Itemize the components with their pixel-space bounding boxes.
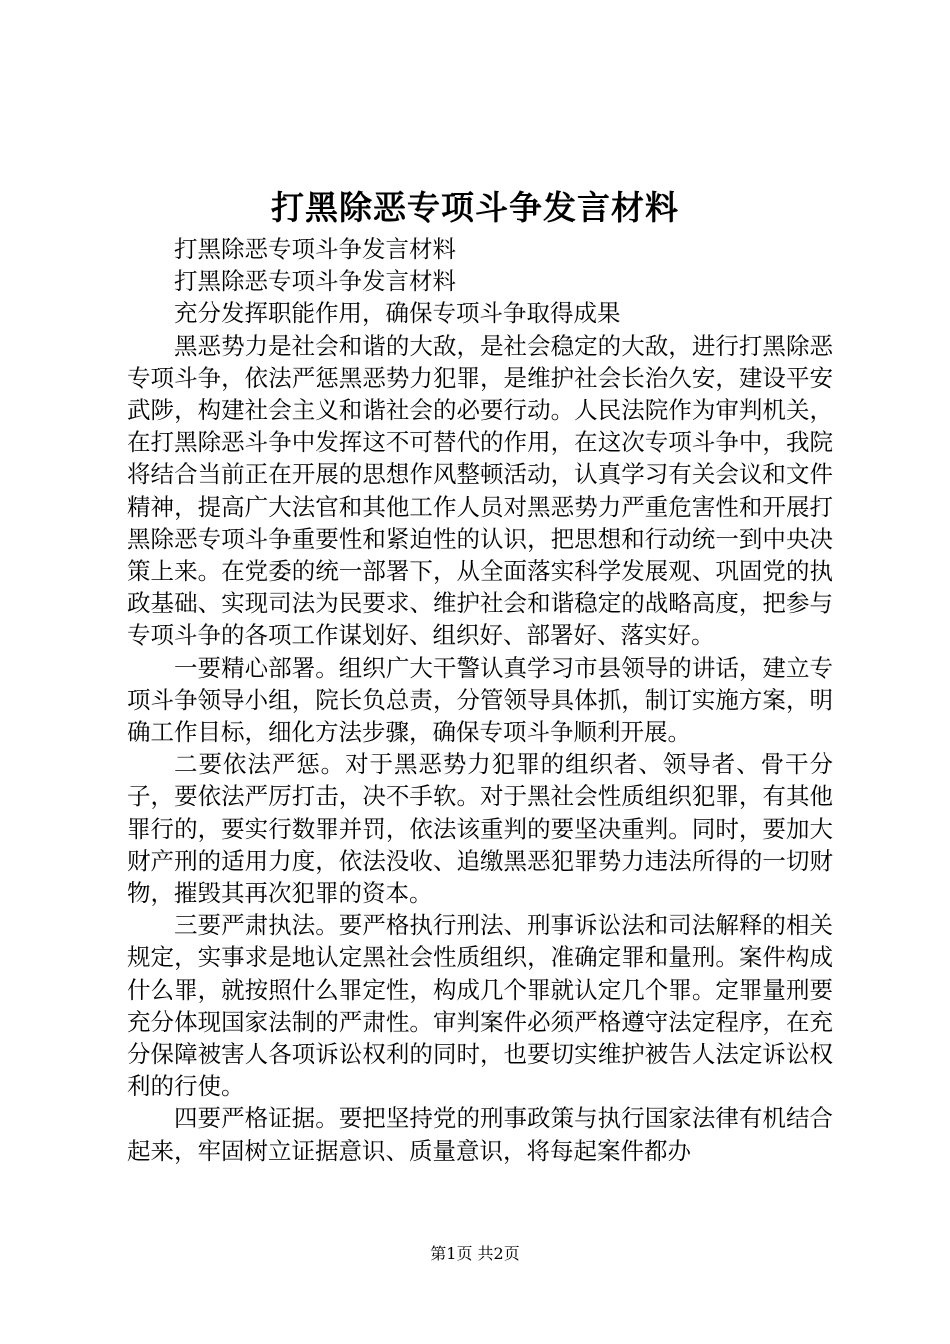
page-number: 第1页	[430, 1244, 473, 1263]
paragraph: 四要严格证据。要把坚持党的刑事政策与执行国家法律有机结合起来，牢固树立证据意识、质量意识，将每起案件都办	[127, 1104, 833, 1165]
document-body	[127, 233, 833, 1167]
paragraph: 充分发挥职能作用，确保专项斗争取得成果	[174, 299, 621, 328]
document-title: 打黑除恶专项斗争发言材料	[271, 188, 679, 227]
paragraph: 二要依法严惩。对于黑恶势力犯罪的组织者、领导者、骨干分子，要依法严厉打击，决不手软。对于黑社会性质组织犯罪，有其他罪行的，要实行数罪并罚，依法该重判的要坚决重判。同时，要加大财产刑的适用力度，依法没收、追缴黑恶犯罪势力违法所得的一切财物，摧毁其再次犯罪的资本。	[127, 750, 833, 908]
paragraph: 打黑除恶专项斗争发言材料	[174, 235, 456, 263]
paragraph: 打黑除恶专项斗争发言材料	[174, 267, 456, 296]
page-total: 共2页	[477, 1244, 520, 1263]
page-footer	[0, 1243, 950, 1265]
paragraph: 三要严肃执法。要严格执行刑法、刑事诉讼法和司法解释的相关规定，实事求是地认定黑社会性质组织，准确定罪和量刑。案件构成什么罪，就按照什么罪定性，构成几个罪就认定几个罪。定罪量刑要充分体现国家法制的严肃性。审判案件必须严格遵守法定程序，在充分保障被害人各项诉讼权利的同时，也要切实维护被告人法定诉讼权利的行使。	[127, 911, 833, 1101]
paragraph: 黑恶势力是社会和谐的大敌，是社会稳定的大敌，进行打黑除恶专项斗争，依法严惩黑恶势力犯罪，是维护社会长治久安，建设平安武陟，构建社会主义和谐社会的必要行动。人民法院作为审判机关，在打黑除恶斗争中发挥这不可替代的作用，在这次专项斗争中，我院将结合当前正在开展的思想作风整顿活动，认真学习有关会议和文件精神，提高广大法官和其他工作人员对黑恶势力严重危害性和开展打黑除恶专项斗争重要性和紧迫性的认识，把思想和行动统一到中央决策上来。在党委的统一部署下，从全面落实科学发展观、巩固党的执政基础、实现司法为民要求、维护社会和谐稳定的战略高度，把参与专项斗争的各项工作谋划好、组织好、部署好、落实好。	[127, 331, 833, 650]
paragraph: 一要精心部署。组织广大干警认真学习市县领导的讲话，建立专项斗争领导小组，院长负总责，分管领导具体抓，制订实施方案，明确工作目标，细化方法步骤，确保专项斗争顺利开展。	[127, 653, 833, 747]
